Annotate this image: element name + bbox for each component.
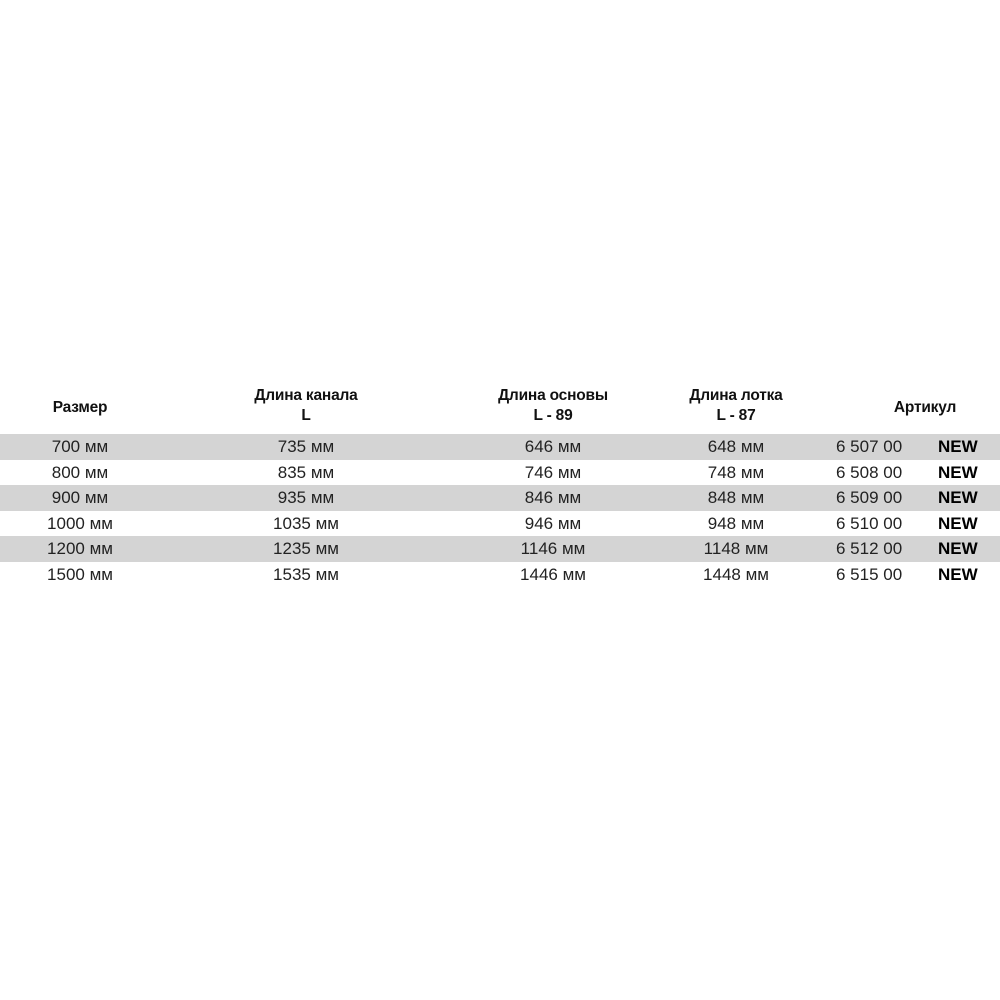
cell-tray-length: 948 мм xyxy=(707,513,765,533)
table-row xyxy=(0,511,1000,537)
cell-tray-length: 1448 мм xyxy=(703,564,769,584)
cell-size: 700 мм xyxy=(51,437,109,456)
new-badge: NEW xyxy=(938,539,978,559)
cell-size: 1000 мм xyxy=(47,513,113,533)
header-tray-formula: L - 87 xyxy=(716,407,756,424)
header-size xyxy=(0,398,160,418)
table-header xyxy=(0,386,1000,434)
cell-article: 6 507 00 xyxy=(836,437,903,456)
table-row xyxy=(0,485,1000,511)
table-row xyxy=(0,562,1000,588)
cell-article: 6 510 00 xyxy=(836,513,903,533)
cell-tray-length: 648 мм xyxy=(707,437,765,456)
cell-size: 1500 мм xyxy=(47,564,113,584)
new-badge: NEW xyxy=(938,513,978,533)
new-badge: NEW xyxy=(938,564,978,584)
cell-base-length: 946 мм xyxy=(524,513,582,533)
cell-tray-length: 1148 мм xyxy=(703,539,769,559)
cell-size: 900 мм xyxy=(51,488,109,508)
new-badge: NEW xyxy=(938,488,978,508)
table-row xyxy=(0,536,1000,562)
cell-article: 6 512 00 xyxy=(836,539,903,559)
cell-channel-length: 1535 мм xyxy=(273,564,339,584)
header-channel-label: Длина канала xyxy=(254,387,358,404)
cell-base-length: 646 мм xyxy=(524,437,582,456)
cell-channel-length: 835 мм xyxy=(277,462,335,482)
header-base-label: Длина основы xyxy=(498,387,608,404)
header-tray-length xyxy=(656,386,816,426)
cell-article: 6 515 00 xyxy=(836,564,903,584)
cell-article: 6 509 00 xyxy=(836,488,903,508)
table-row xyxy=(0,434,1000,460)
product-table xyxy=(0,386,1000,588)
cell-article: 6 508 00 xyxy=(836,462,903,482)
cell-channel-length: 735 мм xyxy=(277,437,335,456)
cell-base-length: 846 мм xyxy=(524,488,582,508)
cell-size: 1200 мм xyxy=(47,539,113,559)
cell-base-length: 746 мм xyxy=(524,462,582,482)
cell-channel-length: 935 мм xyxy=(277,488,335,508)
cell-base-length: 1146 мм xyxy=(520,539,586,559)
table-body xyxy=(0,434,1000,588)
header-article-label: Артикул xyxy=(893,399,957,416)
header-tray-label: Длина лотка xyxy=(689,387,783,404)
table-row xyxy=(0,460,1000,486)
header-base-length xyxy=(473,386,633,426)
new-badge: NEW xyxy=(938,437,978,456)
header-channel-length xyxy=(226,386,386,426)
header-size-label: Размер xyxy=(52,399,108,416)
new-badge: NEW xyxy=(938,462,978,482)
cell-base-length: 1446 мм xyxy=(520,564,586,584)
cell-size: 800 мм xyxy=(51,462,109,482)
header-base-formula: L - 89 xyxy=(533,407,573,424)
cell-channel-length: 1235 мм xyxy=(273,539,339,559)
cell-channel-length: 1035 мм xyxy=(273,513,339,533)
header-channel-formula: L xyxy=(301,407,311,424)
header-article xyxy=(870,398,980,418)
cell-tray-length: 748 мм xyxy=(707,462,765,482)
cell-tray-length: 848 мм xyxy=(707,488,765,508)
